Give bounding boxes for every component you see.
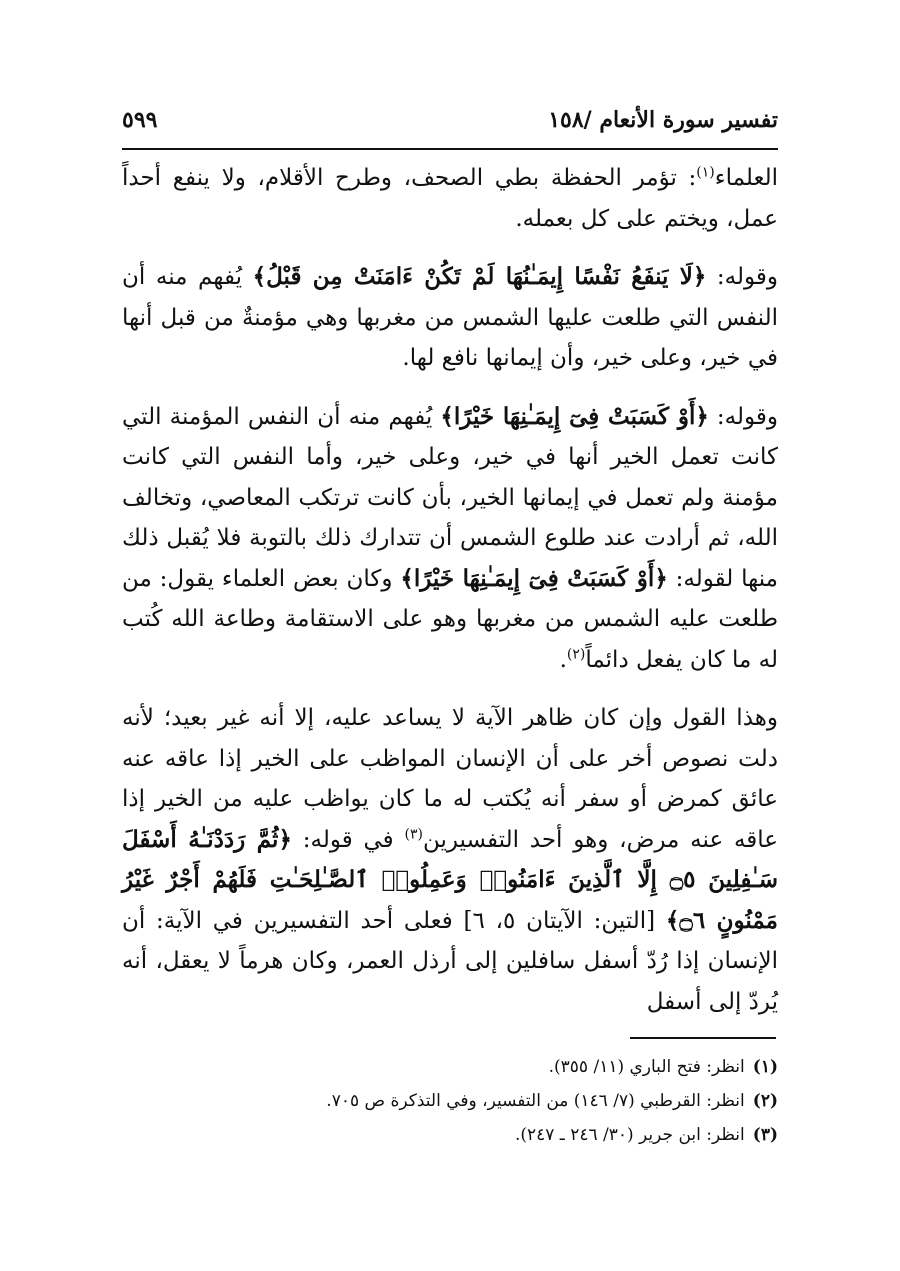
quran-close-bracket: ﴾	[440, 402, 454, 430]
main-text	[122, 158, 778, 1040]
quran-verse: أَوْ كَسَبَتْ فِىٓ إِيمَـٰنِهَا خَيْرًا	[453, 402, 696, 430]
quran-verse: أَوْ كَسَبَتْ فِىٓ إِيمَـٰنِهَا خَيْرًا	[413, 564, 655, 592]
running-header	[122, 100, 778, 140]
quran-verse: ثُمَّ رَدَدْنَـٰهُ أَسْفَلَ سَـٰفِلِينَ ۝٥ إِلَّا ٱلَّذِينَ ءَامَنُوا۟ وَعَمِلُوا۟ ٱلصَّـٰلِحَـٰتِ فَلَهُمْ أَجْرٌ غَيْرُ مَمْنُونٍ ۝٦	[122, 825, 779, 934]
footnote-ref-1: (١)	[696, 164, 715, 181]
quran-open-bracket: ﴿	[654, 564, 668, 592]
footnote-ref-3: (٣)	[404, 825, 423, 842]
quran-close-bracket: ﴾	[665, 906, 680, 934]
quran-close-bracket: ﴾	[252, 263, 267, 290]
page-number: ٥٩٩	[122, 107, 158, 133]
footnote-ref-2: (٢)	[566, 645, 586, 662]
footnote-divider	[630, 1037, 776, 1039]
quran-open-bracket: ﴿	[278, 825, 292, 853]
footnote-2: (٢)انظر: القرطبي (٧/ ١٤٦) من التفسير، وفي التذكرة ص ٧٠٥.	[326, 1091, 778, 1111]
header-divider	[122, 148, 778, 150]
paragraph-2: وقوله: ﴿لَا يَنفَعُ نَفْسًا إِيمَـٰنُهَا لَمْ تَكُنْ ءَامَنَتْ مِن قَبْلُ﴾ يُفهم منه أن النفس التي طلعت عليها الشمس من مغربها وهي مؤمنةٌ من قبل أنها في خير، وعلى خير، وأن إيمانها نافع لها.	[122, 263, 779, 371]
quran-close-bracket: ﴾	[400, 564, 414, 592]
paragraph-3: وقوله: ﴿أَوْ كَسَبَتْ فِىٓ إِيمَـٰنِهَا خَيْرًا﴾ يُفهم منه أن النفس المؤمنة التي كانت تعمل الخير أنها في خير، وعلى خير، وأما النفس التي كانت مؤمنة ولم تعمل في إيمانها الخير، بأن كانت ترتكب المعاصي، وتخالف الله، ثم أرادت عند طلوع الشمس أن تتدارك ذلك بالتوبة فلا يُقبل ذلك منها لقوله: ﴿أَوْ كَسَبَتْ فِىٓ إِيمَـٰنِهَا خَيْرًا﴾ وكان بعض العلماء يقول: من طلعت عليه الشمس من مغربها وهو على الاستقامة وطاعة الله كُتب له ما كان يفعل دائماً$^{(٢)}$.	[122, 402, 778, 673]
footnote-3: (٣)انظر: ابن جرير (٣٠/ ٢٤٦ ـ ٢٤٧).	[514, 1125, 778, 1145]
footnote-1: (١)انظر: فتح الباري (١١/ ٣٥٥).	[548, 1057, 778, 1077]
header-title: تفسير سورة الأنعام /١٥٨	[548, 107, 778, 133]
quran-open-bracket: ﴿	[695, 402, 709, 430]
paragraph-1: العلماء$^{(١)}$: تؤمر الحفظة بطي الصحف، وطرح الأقلام، ولا ينفع أحداً عمل، ويختم على كل بعمله.	[122, 164, 778, 232]
paragraph-4: وهذا القول وإن كان ظاهر الآية لا يساعد عليه، إلا أنه غير بعيد؛ لأنه دلت نصوص أخر على أن الإنسان المواظب على الخير إذا عاقه عنه عائق كمرض أو سفر أنه يُكتب له ما كان يواظب عليه من الخير إذا عاقه عنه مرض، وهو أحد التفسيرين$^{(٣)}$ في قوله: ﴿ثُمَّ رَدَدْنَـٰهُ أَسْفَلَ سَـٰفِلِينَ ۝٥ إِلَّا ٱلَّذِينَ ءَامَنُوا۟ وَعَمِلُوا۟ ٱلصَّـٰلِحَـٰتِ فَلَهُمْ أَجْرٌ غَيْرُ مَمْنُونٍ ۝٦﴾ [التين: الآيتان ٥، ٦] فعلى أحد التفسيرين في الآية: أن الإنسان إذا رُدّ أسفل سافلين إلى أرذل العمر، وكان هرماً لا يعقل، أنه يُردّ إلى أسفل	[122, 705, 779, 1015]
quran-verse: لَا يَنفَعُ نَفْسًا إِيمَـٰنُهَا لَمْ تَكُنْ ءَامَنَتْ مِن قَبْلُ	[266, 263, 693, 290]
quran-open-bracket: ﴿	[692, 263, 707, 290]
footnotes	[122, 1050, 778, 1152]
